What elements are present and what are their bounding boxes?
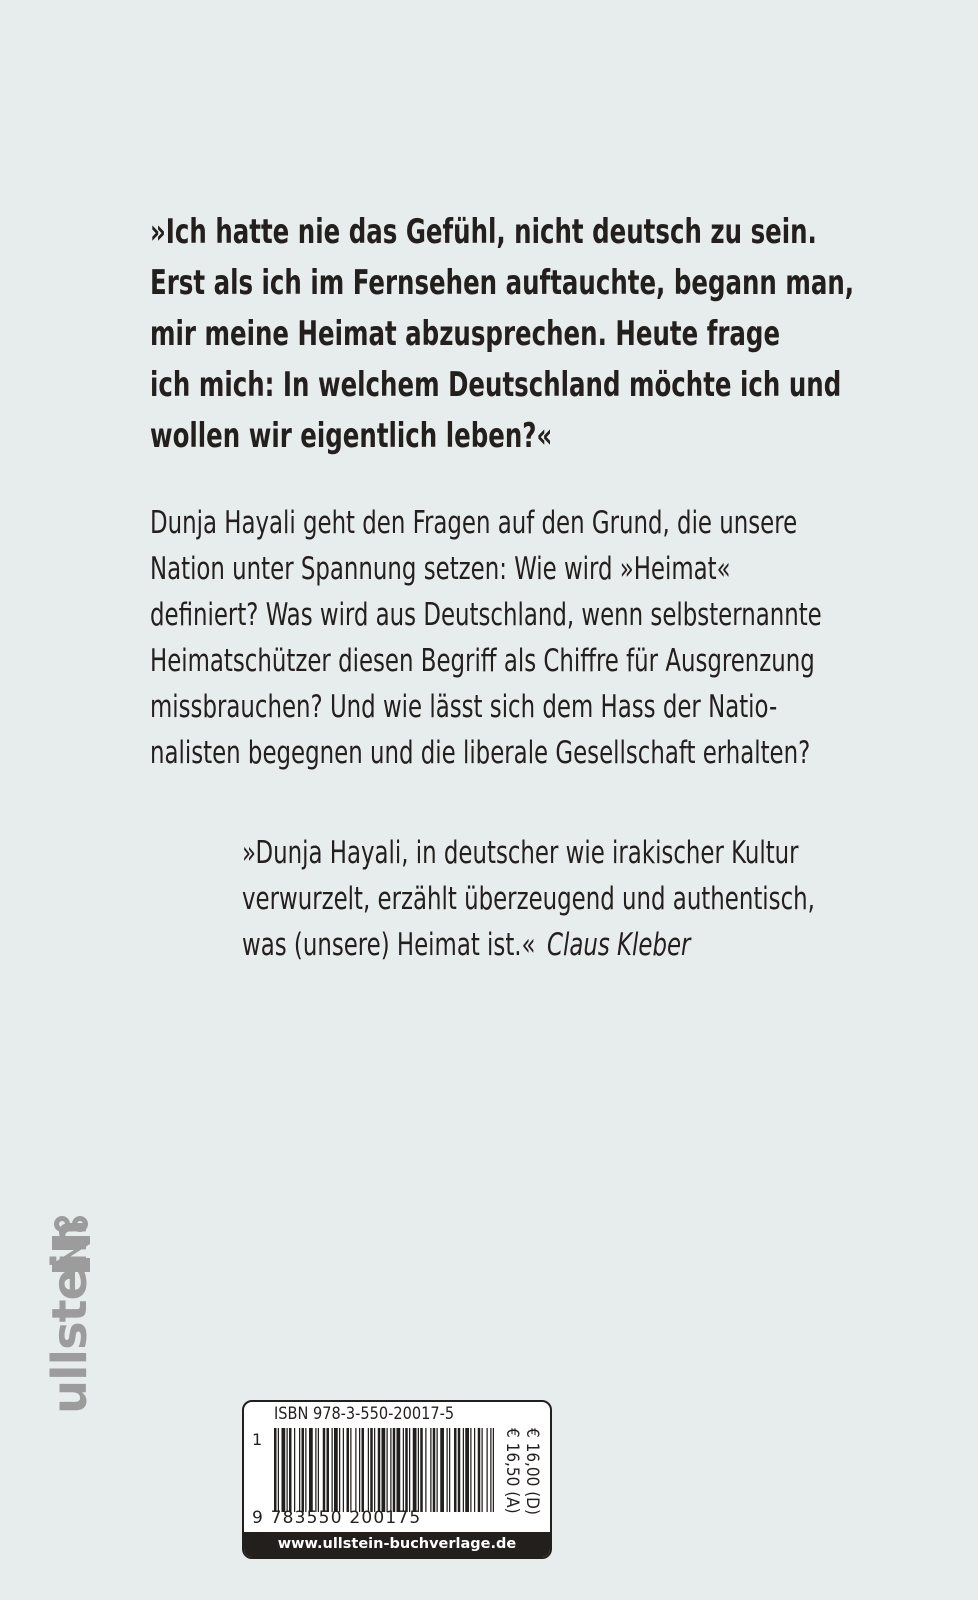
price-block [502, 1428, 542, 1532]
barcode-box [242, 1400, 552, 1559]
main-quote-line: ich mich: In welchem Deutschland möchte ich und [150, 365, 842, 405]
blurb-line: Dunja Hayali geht den Fragen auf den Grund, die unsere [150, 505, 798, 541]
barcode-icon [274, 1428, 494, 1512]
blurb-line: Nation unter Spannung setzen: Wie wird »Heimat« [150, 551, 731, 587]
main-quote-line: wollen wir eigentlich leben?« [150, 416, 553, 456]
isbn-label: ISBN 978-3-550-20017-5 [274, 1404, 455, 1424]
review-last-line [242, 922, 815, 968]
blurb-line: Heimatschützer diesen Begriff als Chiffre für Ausgrenzung [150, 643, 815, 679]
barcode-addon-digit: 1 [252, 1430, 263, 1449]
main-quote-line: mir meine Heimat abzusprechen. Heute frage [150, 314, 781, 354]
blurb-line: missbrauchen? Und wie lässt sich dem Hass der Natio- [150, 689, 778, 725]
publisher-website: www.ullstein-buchverlage.de [244, 1532, 550, 1557]
review-quote [242, 830, 815, 968]
price-germany: € 16,00 (D) [522, 1428, 542, 1515]
price-austria: € 16,50 (A) [502, 1428, 522, 1514]
review-line: was (unsere) Heimat ist.« [242, 927, 536, 963]
main-quote [150, 207, 855, 462]
main-quote-line: »Ich hatte nie das Gefühl, nicht deutsch zu sein. [150, 212, 817, 252]
blurb-line: definiert? Was wird aus Deutschland, wenn selbsternannte [150, 597, 822, 633]
publisher-wordmark: ullstein [42, 1220, 98, 1414]
barcode-digits: 9 783550 200175 [252, 1508, 422, 1528]
publisher-logo [44, 1220, 96, 1560]
review-author: Claus Kleber [547, 927, 691, 963]
blurb-line: nalisten begegnen und die liberale Gesellschaft erhalten? [150, 735, 811, 771]
review-line: »Dunja Hayali, in deutscher wie irakischer Kultur [242, 835, 799, 871]
blurb-text [150, 500, 822, 776]
main-quote-line: Erst als ich im Fernsehen auftauchte, begann man, [150, 263, 855, 303]
review-line: verwurzelt, erzählt überzeugend und authentisch, [242, 881, 815, 917]
